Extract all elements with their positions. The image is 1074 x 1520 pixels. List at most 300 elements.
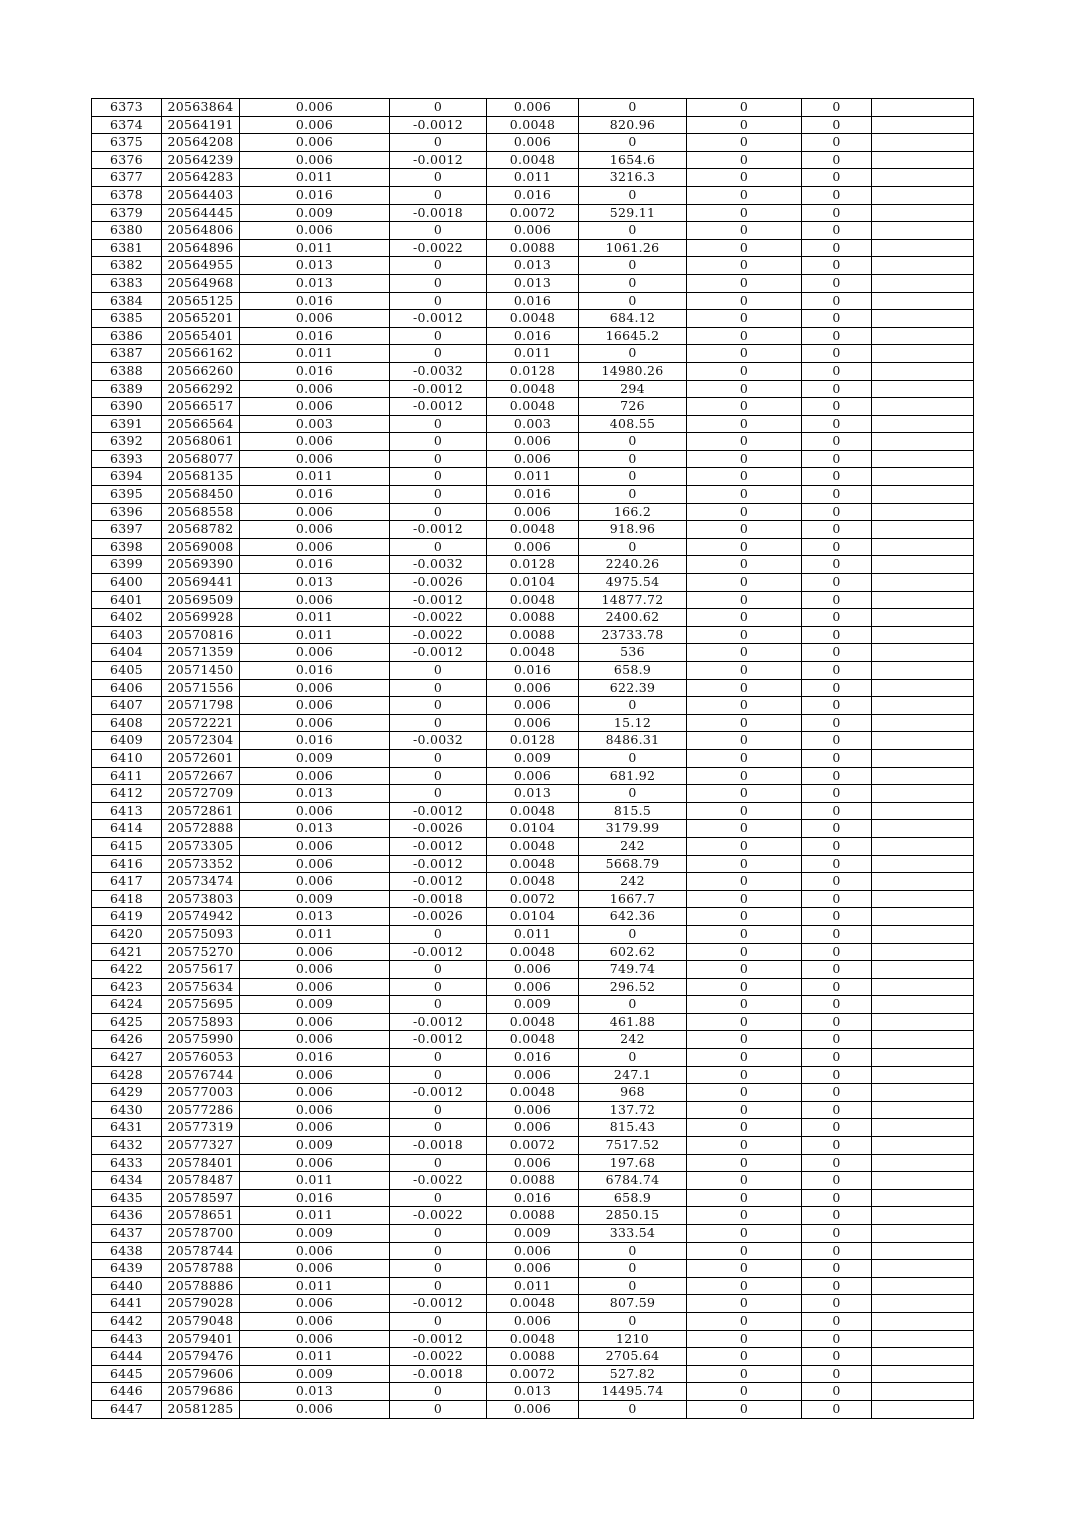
empty-cell (872, 1031, 974, 1049)
adjustment-cell: 0 (390, 327, 487, 345)
rate-cell: 0.006 (240, 1084, 390, 1102)
adjustment-cell: 0 (390, 222, 487, 240)
value-cell-b: 0 (802, 1172, 872, 1190)
row-index-cell: 6416 (92, 855, 162, 873)
table-row (92, 908, 974, 926)
table-row (92, 1312, 974, 1330)
empty-cell (872, 679, 974, 697)
row-index-cell: 6406 (92, 679, 162, 697)
value-cell-a: 0 (687, 855, 802, 873)
value-cell-a: 0 (687, 222, 802, 240)
empty-cell (872, 1365, 974, 1383)
id-cell: 20573803 (162, 890, 240, 908)
id-cell: 20575617 (162, 961, 240, 979)
adjustment-cell: -0.0012 (390, 1084, 487, 1102)
net-rate-cell: 0.013 (487, 274, 579, 292)
id-cell: 20572888 (162, 820, 240, 838)
adjustment-cell: -0.0012 (390, 591, 487, 609)
empty-cell (872, 943, 974, 961)
amount-cell: 3216.3 (579, 169, 687, 187)
rate-cell: 0.009 (240, 204, 390, 222)
value-cell-a: 0 (687, 1172, 802, 1190)
amount-cell: 1061.26 (579, 239, 687, 257)
value-cell-b: 0 (802, 1207, 872, 1225)
amount-cell: 0 (579, 697, 687, 715)
rate-cell: 0.006 (240, 134, 390, 152)
empty-cell (872, 802, 974, 820)
row-index-cell: 6421 (92, 943, 162, 961)
value-cell-a: 0 (687, 609, 802, 627)
value-cell-b: 0 (802, 1154, 872, 1172)
row-index-cell: 6427 (92, 1049, 162, 1067)
empty-cell (872, 767, 974, 785)
rate-cell: 0.006 (240, 398, 390, 416)
amount-cell: 815.5 (579, 802, 687, 820)
value-cell-b: 0 (802, 556, 872, 574)
table-row (92, 169, 974, 187)
value-cell-a: 0 (687, 626, 802, 644)
rate-cell: 0.011 (240, 239, 390, 257)
empty-cell (872, 257, 974, 275)
net-rate-cell: 0.006 (487, 433, 579, 451)
value-cell-b: 0 (802, 134, 872, 152)
value-cell-a: 0 (687, 908, 802, 926)
value-cell-a: 0 (687, 1225, 802, 1243)
rate-cell: 0.006 (240, 1066, 390, 1084)
rate-cell: 0.006 (240, 767, 390, 785)
table-row (92, 1154, 974, 1172)
value-cell-a: 0 (687, 1365, 802, 1383)
table-row (92, 662, 974, 680)
value-cell-b: 0 (802, 890, 872, 908)
rate-cell: 0.006 (240, 978, 390, 996)
adjustment-cell: 0 (390, 1400, 487, 1418)
net-rate-cell: 0.006 (487, 1242, 579, 1260)
amount-cell: 0 (579, 925, 687, 943)
empty-cell (872, 1400, 974, 1418)
table-row (92, 591, 974, 609)
value-cell-b: 0 (802, 521, 872, 539)
row-index-cell: 6385 (92, 310, 162, 328)
value-cell-b: 0 (802, 468, 872, 486)
value-cell-a: 0 (687, 1189, 802, 1207)
value-cell-b: 0 (802, 1312, 872, 1330)
row-index-cell: 6387 (92, 345, 162, 363)
net-rate-cell: 0.016 (487, 186, 579, 204)
row-index-cell: 6431 (92, 1119, 162, 1137)
id-cell: 20581285 (162, 1400, 240, 1418)
table-row (92, 310, 974, 328)
net-rate-cell: 0.006 (487, 1260, 579, 1278)
adjustment-cell: -0.0012 (390, 943, 487, 961)
net-rate-cell: 0.0048 (487, 591, 579, 609)
empty-cell (872, 1137, 974, 1155)
empty-cell (872, 151, 974, 169)
table-row (92, 978, 974, 996)
rate-cell: 0.006 (240, 1013, 390, 1031)
id-cell: 20577003 (162, 1084, 240, 1102)
rate-cell: 0.006 (240, 222, 390, 240)
row-index-cell: 6378 (92, 186, 162, 204)
empty-cell (872, 521, 974, 539)
amount-cell: 527.82 (579, 1365, 687, 1383)
net-rate-cell: 0.011 (487, 345, 579, 363)
value-cell-b: 0 (802, 978, 872, 996)
id-cell: 20568782 (162, 521, 240, 539)
amount-cell: 242 (579, 873, 687, 891)
empty-cell (872, 468, 974, 486)
adjustment-cell: -0.0032 (390, 732, 487, 750)
table-row (92, 1295, 974, 1313)
net-rate-cell: 0.006 (487, 1119, 579, 1137)
data-table (91, 98, 974, 1419)
empty-cell (872, 1260, 974, 1278)
table-row (92, 134, 974, 152)
value-cell-b: 0 (802, 380, 872, 398)
row-index-cell: 6407 (92, 697, 162, 715)
rate-cell: 0.016 (240, 662, 390, 680)
row-index-cell: 6439 (92, 1260, 162, 1278)
rate-cell: 0.011 (240, 1348, 390, 1366)
amount-cell: 242 (579, 1031, 687, 1049)
empty-cell (872, 415, 974, 433)
adjustment-cell: -0.0022 (390, 1172, 487, 1190)
row-index-cell: 6411 (92, 767, 162, 785)
id-cell: 20568135 (162, 468, 240, 486)
table-row (92, 1049, 974, 1067)
value-cell-b: 0 (802, 996, 872, 1014)
rate-cell: 0.011 (240, 609, 390, 627)
net-rate-cell: 0.006 (487, 961, 579, 979)
value-cell-b: 0 (802, 1277, 872, 1295)
row-index-cell: 6446 (92, 1383, 162, 1401)
amount-cell: 0 (579, 222, 687, 240)
value-cell-b: 0 (802, 503, 872, 521)
value-cell-a: 0 (687, 468, 802, 486)
rate-cell: 0.013 (240, 1383, 390, 1401)
value-cell-a: 0 (687, 398, 802, 416)
id-cell: 20564191 (162, 116, 240, 134)
adjustment-cell: -0.0012 (390, 644, 487, 662)
empty-cell (872, 380, 974, 398)
value-cell-b: 0 (802, 1348, 872, 1366)
amount-cell: 0 (579, 292, 687, 310)
table-row (92, 362, 974, 380)
value-cell-b: 0 (802, 345, 872, 363)
rate-cell: 0.006 (240, 151, 390, 169)
empty-cell (872, 116, 974, 134)
net-rate-cell: 0.0048 (487, 1084, 579, 1102)
row-index-cell: 6376 (92, 151, 162, 169)
net-rate-cell: 0.016 (487, 662, 579, 680)
id-cell: 20565201 (162, 310, 240, 328)
rate-cell: 0.006 (240, 380, 390, 398)
row-index-cell: 6442 (92, 1312, 162, 1330)
value-cell-a: 0 (687, 1207, 802, 1225)
row-index-cell: 6435 (92, 1189, 162, 1207)
empty-cell (872, 134, 974, 152)
adjustment-cell: 0 (390, 186, 487, 204)
row-index-cell: 6379 (92, 204, 162, 222)
id-cell: 20572667 (162, 767, 240, 785)
net-rate-cell: 0.0088 (487, 239, 579, 257)
row-index-cell: 6391 (92, 415, 162, 433)
value-cell-b: 0 (802, 714, 872, 732)
empty-cell (872, 503, 974, 521)
value-cell-b: 0 (802, 591, 872, 609)
net-rate-cell: 0.0048 (487, 943, 579, 961)
empty-cell (872, 925, 974, 943)
net-rate-cell: 0.0048 (487, 310, 579, 328)
adjustment-cell: 0 (390, 415, 487, 433)
adjustment-cell: 0 (390, 996, 487, 1014)
value-cell-a: 0 (687, 415, 802, 433)
rate-cell: 0.006 (240, 714, 390, 732)
value-cell-b: 0 (802, 1137, 872, 1155)
value-cell-a: 0 (687, 1066, 802, 1084)
value-cell-a: 0 (687, 1013, 802, 1031)
table-row (92, 1383, 974, 1401)
adjustment-cell: -0.0022 (390, 239, 487, 257)
id-cell: 20568061 (162, 433, 240, 451)
value-cell-a: 0 (687, 679, 802, 697)
empty-cell (872, 538, 974, 556)
rate-cell: 0.006 (240, 450, 390, 468)
rate-cell: 0.009 (240, 1365, 390, 1383)
value-cell-a: 0 (687, 732, 802, 750)
value-cell-a: 0 (687, 450, 802, 468)
rate-cell: 0.016 (240, 486, 390, 504)
amount-cell: 529.11 (579, 204, 687, 222)
table-row (92, 925, 974, 943)
adjustment-cell: 0 (390, 1101, 487, 1119)
adjustment-cell: 0 (390, 450, 487, 468)
id-cell: 20564806 (162, 222, 240, 240)
value-cell-a: 0 (687, 327, 802, 345)
amount-cell: 1667.7 (579, 890, 687, 908)
id-cell: 20564445 (162, 204, 240, 222)
rate-cell: 0.013 (240, 785, 390, 803)
rate-cell: 0.006 (240, 1101, 390, 1119)
net-rate-cell: 0.0128 (487, 362, 579, 380)
table-row (92, 890, 974, 908)
net-rate-cell: 0.0072 (487, 890, 579, 908)
id-cell: 20572861 (162, 802, 240, 820)
amount-cell: 197.68 (579, 1154, 687, 1172)
table-row (92, 820, 974, 838)
adjustment-cell: -0.0018 (390, 1137, 487, 1155)
amount-cell: 0 (579, 486, 687, 504)
value-cell-b: 0 (802, 169, 872, 187)
id-cell: 20576744 (162, 1066, 240, 1084)
net-rate-cell: 0.0104 (487, 574, 579, 592)
adjustment-cell: -0.0012 (390, 873, 487, 891)
adjustment-cell: 0 (390, 292, 487, 310)
net-rate-cell: 0.016 (487, 292, 579, 310)
amount-cell: 0 (579, 749, 687, 767)
rate-cell: 0.006 (240, 961, 390, 979)
table-row (92, 961, 974, 979)
value-cell-a: 0 (687, 362, 802, 380)
value-cell-a: 0 (687, 978, 802, 996)
empty-cell (872, 274, 974, 292)
rate-cell: 0.006 (240, 679, 390, 697)
empty-cell (872, 1225, 974, 1243)
net-rate-cell: 0.0104 (487, 908, 579, 926)
id-cell: 20569441 (162, 574, 240, 592)
adjustment-cell: 0 (390, 1189, 487, 1207)
adjustment-cell: -0.0032 (390, 362, 487, 380)
adjustment-cell: 0 (390, 978, 487, 996)
value-cell-a: 0 (687, 433, 802, 451)
net-rate-cell: 0.009 (487, 1225, 579, 1243)
empty-cell (872, 873, 974, 891)
value-cell-b: 0 (802, 292, 872, 310)
value-cell-a: 0 (687, 1154, 802, 1172)
empty-cell (872, 908, 974, 926)
row-index-cell: 6402 (92, 609, 162, 627)
amount-cell: 294 (579, 380, 687, 398)
rate-cell: 0.011 (240, 1207, 390, 1225)
amount-cell: 0 (579, 99, 687, 117)
amount-cell: 726 (579, 398, 687, 416)
table-row (92, 186, 974, 204)
amount-cell: 642.36 (579, 908, 687, 926)
value-cell-b: 0 (802, 785, 872, 803)
adjustment-cell: 0 (390, 257, 487, 275)
net-rate-cell: 0.0048 (487, 873, 579, 891)
value-cell-a: 0 (687, 574, 802, 592)
rate-cell: 0.011 (240, 925, 390, 943)
value-cell-b: 0 (802, 697, 872, 715)
table-row (92, 327, 974, 345)
value-cell-b: 0 (802, 855, 872, 873)
table-row (92, 1119, 974, 1137)
amount-cell: 807.59 (579, 1295, 687, 1313)
net-rate-cell: 0.006 (487, 503, 579, 521)
rate-cell: 0.016 (240, 292, 390, 310)
adjustment-cell: 0 (390, 1312, 487, 1330)
table-row (92, 1277, 974, 1295)
rate-cell: 0.016 (240, 186, 390, 204)
id-cell: 20579048 (162, 1312, 240, 1330)
value-cell-b: 0 (802, 644, 872, 662)
empty-cell (872, 978, 974, 996)
row-index-cell: 6410 (92, 749, 162, 767)
row-index-cell: 6403 (92, 626, 162, 644)
net-rate-cell: 0.0048 (487, 398, 579, 416)
empty-cell (872, 1330, 974, 1348)
empty-cell (872, 1383, 974, 1401)
amount-cell: 968 (579, 1084, 687, 1102)
value-cell-a: 0 (687, 890, 802, 908)
empty-cell (872, 169, 974, 187)
amount-cell: 918.96 (579, 521, 687, 539)
value-cell-a: 0 (687, 1049, 802, 1067)
table-row (92, 398, 974, 416)
table-row (92, 345, 974, 363)
adjustment-cell: -0.0012 (390, 521, 487, 539)
amount-cell: 0 (579, 433, 687, 451)
value-cell-a: 0 (687, 345, 802, 363)
value-cell-b: 0 (802, 749, 872, 767)
adjustment-cell: 0 (390, 925, 487, 943)
net-rate-cell: 0.011 (487, 925, 579, 943)
value-cell-a: 0 (687, 697, 802, 715)
value-cell-a: 0 (687, 943, 802, 961)
table-row (92, 1084, 974, 1102)
value-cell-b: 0 (802, 1189, 872, 1207)
adjustment-cell: 0 (390, 697, 487, 715)
rate-cell: 0.006 (240, 873, 390, 891)
id-cell: 20572601 (162, 749, 240, 767)
net-rate-cell: 0.016 (487, 1189, 579, 1207)
value-cell-b: 0 (802, 802, 872, 820)
amount-cell: 6784.74 (579, 1172, 687, 1190)
net-rate-cell: 0.0072 (487, 1137, 579, 1155)
empty-cell (872, 1119, 974, 1137)
value-cell-b: 0 (802, 1242, 872, 1260)
id-cell: 20577327 (162, 1137, 240, 1155)
amount-cell: 247.1 (579, 1066, 687, 1084)
rate-cell: 0.011 (240, 468, 390, 486)
amount-cell: 166.2 (579, 503, 687, 521)
adjustment-cell: -0.0018 (390, 1365, 487, 1383)
adjustment-cell: 0 (390, 1049, 487, 1067)
value-cell-b: 0 (802, 486, 872, 504)
adjustment-cell: -0.0012 (390, 151, 487, 169)
net-rate-cell: 0.0048 (487, 802, 579, 820)
value-cell-a: 0 (687, 925, 802, 943)
net-rate-cell: 0.0128 (487, 732, 579, 750)
value-cell-b: 0 (802, 99, 872, 117)
amount-cell: 408.55 (579, 415, 687, 433)
rate-cell: 0.006 (240, 1242, 390, 1260)
net-rate-cell: 0.006 (487, 697, 579, 715)
amount-cell: 23733.78 (579, 626, 687, 644)
rate-cell: 0.013 (240, 257, 390, 275)
row-index-cell: 6388 (92, 362, 162, 380)
empty-cell (872, 837, 974, 855)
value-cell-b: 0 (802, 925, 872, 943)
amount-cell: 0 (579, 468, 687, 486)
table-row (92, 274, 974, 292)
value-cell-b: 0 (802, 222, 872, 240)
value-cell-b: 0 (802, 837, 872, 855)
id-cell: 20578744 (162, 1242, 240, 1260)
id-cell: 20571798 (162, 697, 240, 715)
value-cell-a: 0 (687, 767, 802, 785)
net-rate-cell: 0.006 (487, 1101, 579, 1119)
amount-cell: 0 (579, 1400, 687, 1418)
value-cell-a: 0 (687, 749, 802, 767)
id-cell: 20565125 (162, 292, 240, 310)
amount-cell: 1654.6 (579, 151, 687, 169)
table-row (92, 749, 974, 767)
amount-cell: 658.9 (579, 662, 687, 680)
row-index-cell: 6393 (92, 450, 162, 468)
net-rate-cell: 0.006 (487, 1154, 579, 1172)
row-index-cell: 6408 (92, 714, 162, 732)
rate-cell: 0.013 (240, 820, 390, 838)
value-cell-b: 0 (802, 873, 872, 891)
row-index-cell: 6438 (92, 1242, 162, 1260)
empty-cell (872, 574, 974, 592)
id-cell: 20573305 (162, 837, 240, 855)
table-row (92, 1172, 974, 1190)
rate-cell: 0.016 (240, 1049, 390, 1067)
table-row (92, 1365, 974, 1383)
